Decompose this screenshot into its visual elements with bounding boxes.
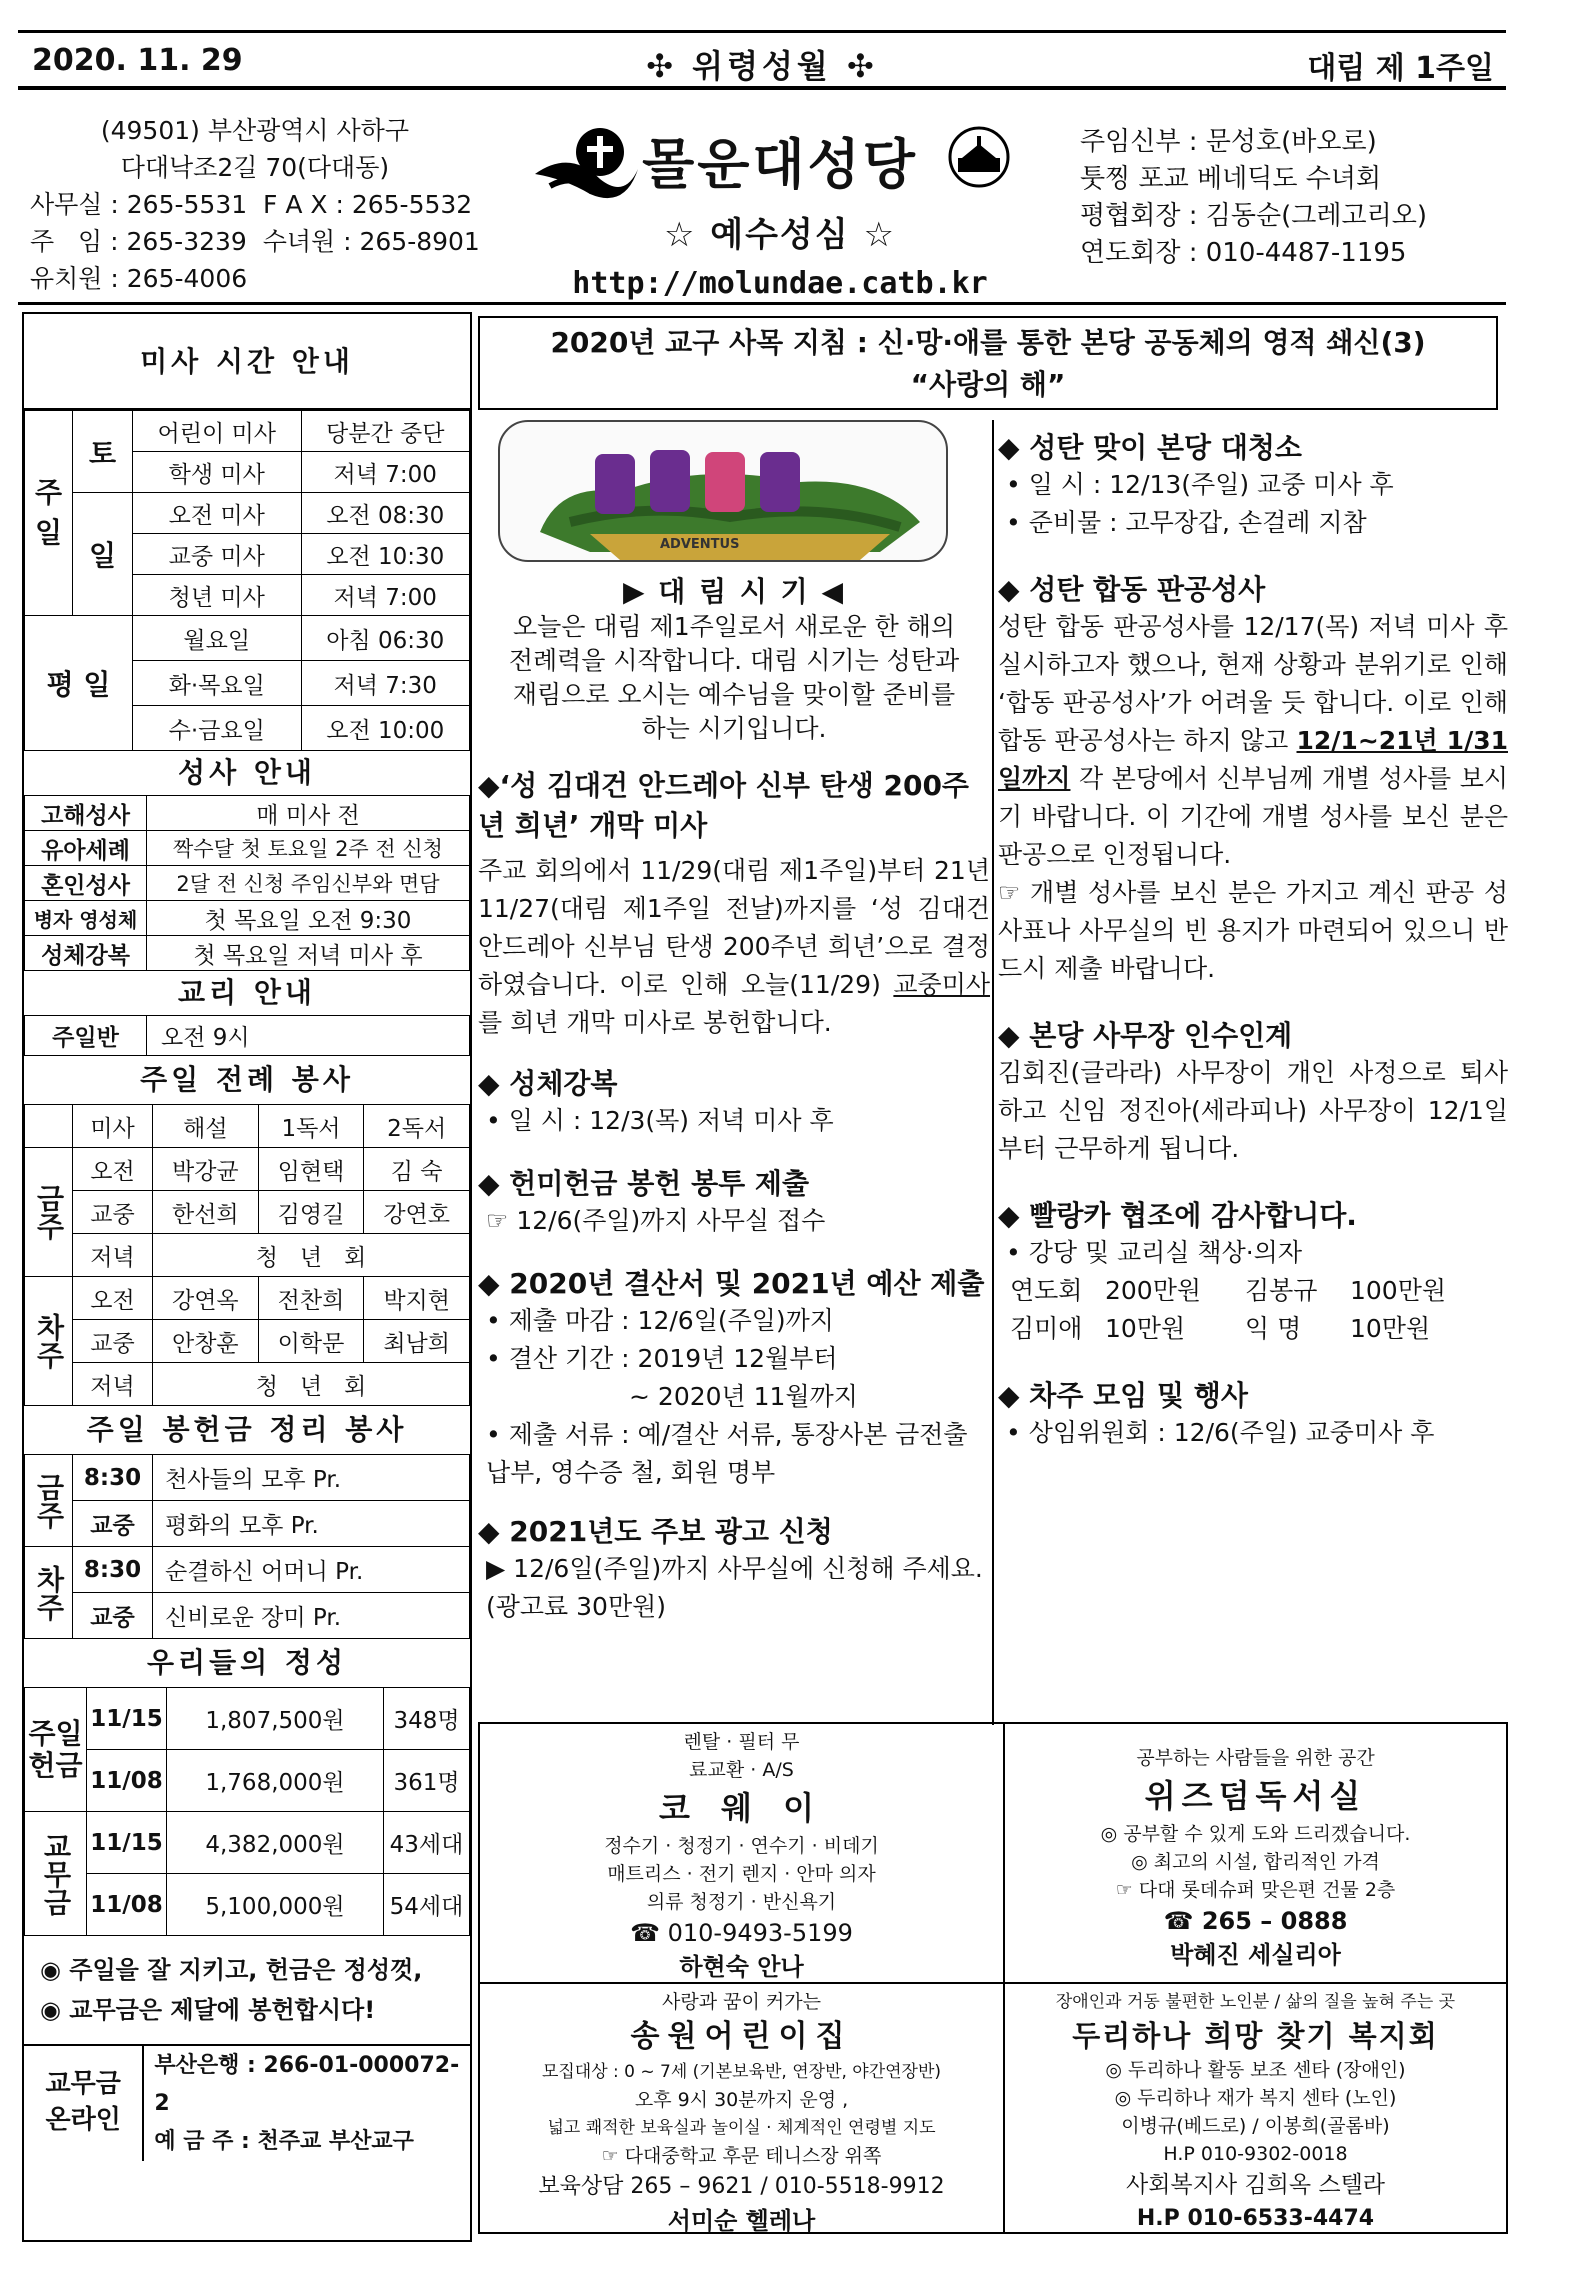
- contribution-amount: 5,100,000원: [167, 1874, 384, 1936]
- donor-name: 익 명: [1245, 1314, 1302, 1343]
- liturgy-person: 강연호: [364, 1191, 470, 1234]
- contribution-date: 11/08: [87, 1874, 167, 1936]
- ad-line: ◎ 공부할 수 있게 도와 드리겠습니다.: [1100, 1823, 1411, 1845]
- events-heading: ◆ 차주 모임 및 행사: [998, 1379, 1248, 1412]
- right-column: [998, 420, 1508, 1720]
- ad-contact: 서미순 헬레나: [667, 2207, 816, 2235]
- next-week-label: 차주: [25, 1277, 73, 1406]
- catechism-label: 주일반: [25, 1016, 147, 1056]
- sunday-group-label: 주일: [25, 411, 73, 616]
- mass-schedule-table: [24, 410, 470, 751]
- church-url[interactable]: http://molundae.catb.kr: [572, 266, 988, 301]
- offering-mass: 8:30: [73, 1455, 153, 1501]
- ad-line: 장애인과 거동 불편한 노인분 / 삶의 질을 높혀 주는 곳: [1055, 1992, 1456, 2012]
- this-week-label: 금주: [25, 1148, 73, 1277]
- account-holder: 예 금 주 : 천주교 부산교구: [154, 2128, 414, 2154]
- liturgy-person: 이학문: [258, 1320, 364, 1363]
- ad-contact: 박혜진 세실리아: [1170, 1941, 1341, 1969]
- phone-line: 사무실 : 265-5531 F A X : 265-5532: [30, 190, 473, 219]
- donor-name: 김미애: [1010, 1314, 1083, 1343]
- staff-line: 툿찡 포교 베네딕도 수녀회: [1080, 164, 1382, 194]
- offering-group: 순결하신 어머니 Pr.: [153, 1547, 470, 1593]
- jubilee-heading: ◆‘성 김대건 안드레아 신부 탄생 200주년 희년’ 개막 미사: [478, 769, 969, 842]
- church-name: 몰운대성당: [642, 133, 918, 196]
- staff-line: 평협회장 : 김동순(그레고리오): [1080, 201, 1427, 231]
- ad-line: 매트리스 · 전기 렌지 · 안마 의자: [607, 1863, 876, 1885]
- ad-title: 코 웨 이: [658, 1789, 825, 1827]
- liturgy-youth: 청 년 회: [153, 1363, 470, 1406]
- donor-amount: 200만원: [1105, 1276, 1202, 1305]
- ad-phone: H.P 010-6533-4474: [1136, 2206, 1375, 2231]
- guideline-line: 2020년 교구 사목 지침 : 신·망·애를 통한 본당 공동체의 영적 쇄신(3): [550, 326, 1426, 359]
- staff-line: 주임신부 : 문성호(바오로): [1080, 127, 1377, 157]
- jubilee-body: 주교 회의에서 11/29(대림 제1주일)부터 21년 11/27(대림 제1주일 전날)까지를 ‘성 김대건 안드레아 신부님 탄생 200주년 희년’으로 결정하였습니다. 이로 인해 오늘(11/29) 교중미사를 희년 개막 미사로 봉헌합니다.: [478, 856, 990, 1037]
- ad-phone: ☎ 265 – 0888: [1163, 1907, 1348, 1935]
- mass-name: 교중 미사: [133, 534, 302, 575]
- sacrament-table: [24, 795, 470, 971]
- penance-body: 성탄 합동 판공성사를 12/17(목) 저녁 미사 후 실시하고자 했으나, 현재 상황과 분위기로 인해 ‘합동 판공성사’가 어려울 듯 합니다. 이로 인해 합동 판공성사는 하지 않고 12/1~21년 1/31일까지 각 본당에서 신부님께 개별 성사를 보시기 바랍니다. 이 기간에 개별 성사를 보신 분은 판공으로 인정됩니다.: [998, 612, 1508, 869]
- ad-phone: 보육상담 265 – 9621 / 010-5518-9912: [538, 2174, 945, 2199]
- liturgy-header: 미사: [73, 1105, 153, 1148]
- sacrament-info: 매 미사 전: [147, 796, 470, 831]
- liturgy-header: 해설: [153, 1105, 259, 1148]
- ad-title: 위즈덤독서실: [1144, 1777, 1367, 1815]
- liturgy-mass: 저녁: [73, 1234, 153, 1277]
- offering-service-table: [24, 1454, 470, 1639]
- advertisement-area: [478, 1722, 1508, 2234]
- contribution-date: 11/15: [87, 1688, 167, 1750]
- church-motto: ☆ 예수성심 ☆: [663, 215, 896, 255]
- catechism-table: [24, 1015, 470, 1056]
- ad-request-body: ▶ 12/6일(주일)까지 사무실에 신청해 주세요. (광고료 30만원): [486, 1554, 983, 1621]
- cleaning-item: • 준비물 : 고무장갑, 손걸레 지참: [1006, 508, 1367, 537]
- ad-line: 오후 9시 30분까지 운영 ,: [634, 2089, 849, 2111]
- dues-label: 교무금: [25, 1812, 87, 1936]
- mass-time: 저녁 7:00: [301, 452, 470, 493]
- office-heading: ◆ 본당 사무장 인수인계: [998, 1019, 1293, 1052]
- budget-heading: ◆ 2020년 결산서 및 2021년 예산 제출: [478, 1267, 985, 1300]
- catechism-time: 오전 9시: [147, 1016, 470, 1056]
- column-divider: [992, 420, 994, 1725]
- donor-name: 연도회: [1010, 1276, 1083, 1305]
- ad-line: H.P 010-9302-0018: [1163, 2143, 1348, 2165]
- liturgy-person: 김영길: [258, 1191, 364, 1234]
- mass-name: 수·금요일: [133, 706, 302, 751]
- offering-service-title: 주일 봉헌금 정리 봉사: [86, 1413, 408, 1446]
- ad-line: ◎ 두리하나 활동 보조 센타 (장애인): [1105, 2059, 1406, 2081]
- mass-time: 오전 10:30: [301, 534, 470, 575]
- address-line: (49501) 부산광역시 사하구: [100, 116, 409, 145]
- liturgy-person: 강연옥: [153, 1277, 259, 1320]
- contributions-title: 우리들의 정성: [146, 1646, 348, 1679]
- advent-wreath-image: [498, 420, 948, 562]
- ad-line: 넓고 쾌적한 보육실과 놀이실 · 체계적인 연령별 지도: [547, 2118, 936, 2138]
- liturgy-title: 주일 전례 봉사: [140, 1063, 354, 1096]
- liturgy-person: 임현택: [258, 1148, 364, 1191]
- budget-item: • 제출 서류 : 예/결산 서류, 통장사본 금전출납부, 영수증 철, 회원 명부: [486, 1420, 968, 1487]
- contribution-count: 348명: [384, 1688, 470, 1750]
- donation-heading: ◆ 빨랑카 협조에 감사합니다.: [998, 1199, 1357, 1232]
- liturgy-person: 한선희: [153, 1191, 259, 1234]
- offering-mass: 교중: [73, 1593, 153, 1639]
- benediction-item: • 일 시 : 12/3(목) 저녁 미사 후: [486, 1106, 834, 1135]
- mass-time: 아침 06:30: [301, 616, 470, 661]
- mass-name: 오전 미사: [133, 493, 302, 534]
- online-label: 교무금 온라인: [24, 2046, 144, 2161]
- sunday-label: 일: [73, 493, 133, 616]
- guideline-theme: “사랑의 해”: [910, 368, 1066, 401]
- sacrament-name: 유아세례: [25, 831, 147, 866]
- ad-request-heading: ◆ 2021년도 주보 광고 신청: [478, 1515, 833, 1548]
- liturgy-header: 1독서: [258, 1105, 364, 1148]
- next-week-label: 차주: [25, 1547, 73, 1639]
- mass-name: 월요일: [133, 616, 302, 661]
- liturgy-person: 전찬희: [258, 1277, 364, 1320]
- penance-heading: ◆ 성탄 합동 판공성사: [998, 573, 1266, 606]
- penance-note: ☞ 개별 성사를 보신 분은 가지고 계신 판공 성사표나 사무실의 빈 용지가 마련되어 있으니 반드시 제출 바랍니다.: [998, 878, 1508, 983]
- ad-line: 렌탈 · 필터 무: [683, 1731, 800, 1753]
- contribution-date: 11/15: [87, 1812, 167, 1874]
- church-title-block: [520, 122, 1040, 301]
- ad-line: ☞ 다대 롯데슈퍼 맞은편 건물 2층: [1115, 1879, 1396, 1901]
- contribution-count: 54세대: [384, 1874, 470, 1936]
- donor-amount: 10만원: [1105, 1314, 1186, 1343]
- ad-line: ☞ 다대중학교 후문 테니스장 위쪽: [601, 2145, 882, 2167]
- liturgy-mass: 저녁: [73, 1363, 153, 1406]
- offering-mass: 8:30: [73, 1547, 153, 1593]
- contribution-amount: 1,768,000원: [167, 1750, 384, 1812]
- sacrament-name: 혼인성사: [25, 866, 147, 901]
- ad-line: 이병규(베드로) / 이봉희(골롬바): [1121, 2115, 1390, 2137]
- donor-amount: 10만원: [1350, 1314, 1431, 1343]
- sacrament-title: 성사 안내: [178, 756, 316, 789]
- mass-name: 학생 미사: [133, 452, 302, 493]
- staff-line: 연도회장 : 010-4487-1195: [1080, 238, 1407, 268]
- donor-name: 김봉규: [1245, 1276, 1318, 1305]
- ad-title: 송원어린이집: [630, 2019, 853, 2054]
- online-dues: [24, 2046, 470, 2161]
- cleaning-heading: ◆ 성탄 맞이 본당 대청소: [998, 431, 1302, 464]
- envelope-item: ☞ 12/6(주일)까지 사무실 접수: [486, 1206, 826, 1235]
- contributions-table: [24, 1687, 470, 1936]
- phone-line: 주 임 : 265-3239 수녀원 : 265-8901: [30, 227, 480, 256]
- mass-time: 오전 10:00: [301, 706, 470, 751]
- sacrament-info: 짝수달 첫 토요일 2주 전 신청: [147, 831, 470, 866]
- advent-body: 오늘은 대림 제1주일로서 새로운 한 해의 전례력을 시작합니다. 대림 시기는 성탄과 재림으로 오시는 예수님을 맞이할 준비를 하는 시기입니다.: [508, 612, 960, 743]
- weekday-label: 평 일: [25, 616, 133, 751]
- this-week-label: 금주: [25, 1455, 73, 1547]
- header-divider: [18, 302, 1506, 305]
- advent-heading: ▶ 대 림 시 기 ◀: [623, 575, 845, 608]
- offering-group: 천사들의 모후 Pr.: [153, 1455, 470, 1501]
- donation-item: • 강당 및 교리실 책상·의자: [1006, 1238, 1302, 1267]
- offering-group: 신비로운 장미 Pr.: [153, 1593, 470, 1639]
- mass-time: 저녁 7:30: [301, 661, 470, 706]
- contribution-amount: 4,382,000원: [167, 1812, 384, 1874]
- liturgy-person: 최남희: [364, 1320, 470, 1363]
- ad-line: ◎ 최고의 시설, 합리적인 가격: [1131, 1851, 1380, 1873]
- bank-account: 부산은행 : 266-01-000072-2: [154, 2052, 460, 2116]
- liturgy-person: 박지현: [364, 1277, 470, 1320]
- middle-column: [478, 420, 990, 1720]
- ad-line: 의류 청정기 · 반신욕기: [646, 1891, 837, 1913]
- mass-time: 오전 08:30: [301, 493, 470, 534]
- liturgical-week: 대림 제 1주일: [1307, 51, 1494, 86]
- ad-line: 공부하는 사람들을 위한 공간: [1136, 1747, 1375, 1769]
- liturgy-mass: 오전: [73, 1277, 153, 1320]
- sacrament-name: 병자 영성체: [25, 901, 147, 936]
- liturgy-mass: 오전: [73, 1148, 153, 1191]
- ad-line: ◎ 두리하나 재가 복지 센타 (노인): [1114, 2087, 1397, 2109]
- mass-name: 어린이 미사: [133, 411, 302, 452]
- ad-contact: 하현숙 안나: [679, 1953, 804, 1981]
- offering-group: 평화의 모후 Pr.: [153, 1501, 470, 1547]
- sacrament-info: 첫 목요일 저녁 미사 후: [147, 936, 470, 971]
- ad-wisdom: [1003, 1722, 1508, 1984]
- saturday-label: 토: [73, 411, 133, 493]
- ad-title: 두리하나 희망 찾기 복지회: [1072, 2019, 1439, 2053]
- advent-image-text: ADVENTUS: [660, 537, 740, 552]
- contribution-date: 11/08: [87, 1750, 167, 1812]
- ad-line: 료교환 · A/S: [689, 1759, 794, 1781]
- contribution-count: 361명: [384, 1750, 470, 1812]
- envelope-heading: ◆ 헌미헌금 봉헌 봉투 제출: [478, 1167, 810, 1200]
- donor-list: [998, 1272, 1508, 1348]
- top-bar: [18, 30, 1506, 90]
- liturgy-youth: 청 년 회: [153, 1234, 470, 1277]
- liturgy-mass: 교중: [73, 1320, 153, 1363]
- benediction-heading: ◆ 성체강복: [478, 1067, 618, 1100]
- offering-notice: [24, 1936, 470, 2046]
- contribution-amount: 1,807,500원: [167, 1688, 384, 1750]
- office-body: 김회진(글라라) 사무장이 개인 사정으로 퇴사하고 신임 정진아(세라피나) 사무장이 12/1일부터 근무하게 됩니다.: [998, 1058, 1508, 1163]
- offering-mass: 교중: [73, 1501, 153, 1547]
- month-title: ✣ 위령성월 ✣: [646, 47, 878, 85]
- sacrament-name: 고해성사: [25, 796, 147, 831]
- liturgy-person: 박강균: [153, 1148, 259, 1191]
- notice-line: ◉ 주일을 잘 지키고, 헌금은 정성껏,: [40, 1956, 423, 1984]
- issue-date: 2020. 11. 29: [32, 43, 243, 78]
- sacrament-name: 성체강복: [25, 936, 147, 971]
- mass-title: 미사 시간 안내: [24, 314, 470, 410]
- ad-line: 모집대상 : 0 ~ 7세 (기본보육반, 연장반, 야간연장반): [541, 2062, 942, 2082]
- catechism-title: 교리 안내: [178, 976, 316, 1009]
- ad-coway: [478, 1722, 1005, 1984]
- staff-block: [1080, 124, 1427, 272]
- liturgy-mass: 교중: [73, 1191, 153, 1234]
- mass-name: 화·목요일: [133, 661, 302, 706]
- pastoral-guideline-box: [478, 316, 1498, 410]
- ad-line: 정수기 · 청정기 · 연수기 · 비데기: [604, 1835, 879, 1857]
- sacrament-info: 첫 목요일 오전 9:30: [147, 901, 470, 936]
- ad-welfare: [1003, 1982, 1508, 2234]
- liturgy-person: 김 숙: [364, 1148, 470, 1191]
- sacrament-info: 2달 전 신청 주임신부와 면담: [147, 866, 470, 901]
- liturgy-person: 안창훈: [153, 1320, 259, 1363]
- notice-line: ◉ 교무금은 제달에 봉헌합시다!: [40, 1996, 376, 2024]
- liturgy-header: 2독서: [364, 1105, 470, 1148]
- left-column: [22, 312, 472, 2242]
- mass-name: 청년 미사: [133, 575, 302, 616]
- address-line: 다대낙조2길 70(다대동): [120, 153, 390, 182]
- ad-line: 사회복지사 김희옥 스텔라: [1125, 2172, 1386, 2198]
- liturgy-table: [24, 1104, 470, 1406]
- budget-item: • 제출 마감 : 12/6일(주일)까지: [486, 1306, 834, 1335]
- budget-item: ~ 2020년 11월까지: [486, 1382, 858, 1411]
- mass-time: 당분간 중단: [301, 411, 470, 452]
- ad-line: 사랑과 꿈이 커가는: [662, 1991, 821, 2013]
- contribution-count: 43세대: [384, 1812, 470, 1874]
- budget-item: • 결산 기간 : 2019년 12월부터: [486, 1344, 838, 1373]
- church-address-block: [30, 112, 480, 297]
- phone-line: 유치원 : 265-4006: [30, 264, 248, 293]
- donor-amount: 100만원: [1350, 1276, 1447, 1305]
- sunday-offering-label: 주일 헌금: [25, 1688, 87, 1812]
- cleaning-item: • 일 시 : 12/13(주일) 교중 미사 후: [1006, 470, 1394, 499]
- ad-phone: ☎ 010-9493-5199: [630, 1919, 853, 1947]
- ad-kindergarten: [478, 1982, 1005, 2234]
- events-item: • 상임위원회 : 12/6(주일) 교중미사 후: [1006, 1418, 1435, 1447]
- mass-time: 저녁 7:00: [301, 575, 470, 616]
